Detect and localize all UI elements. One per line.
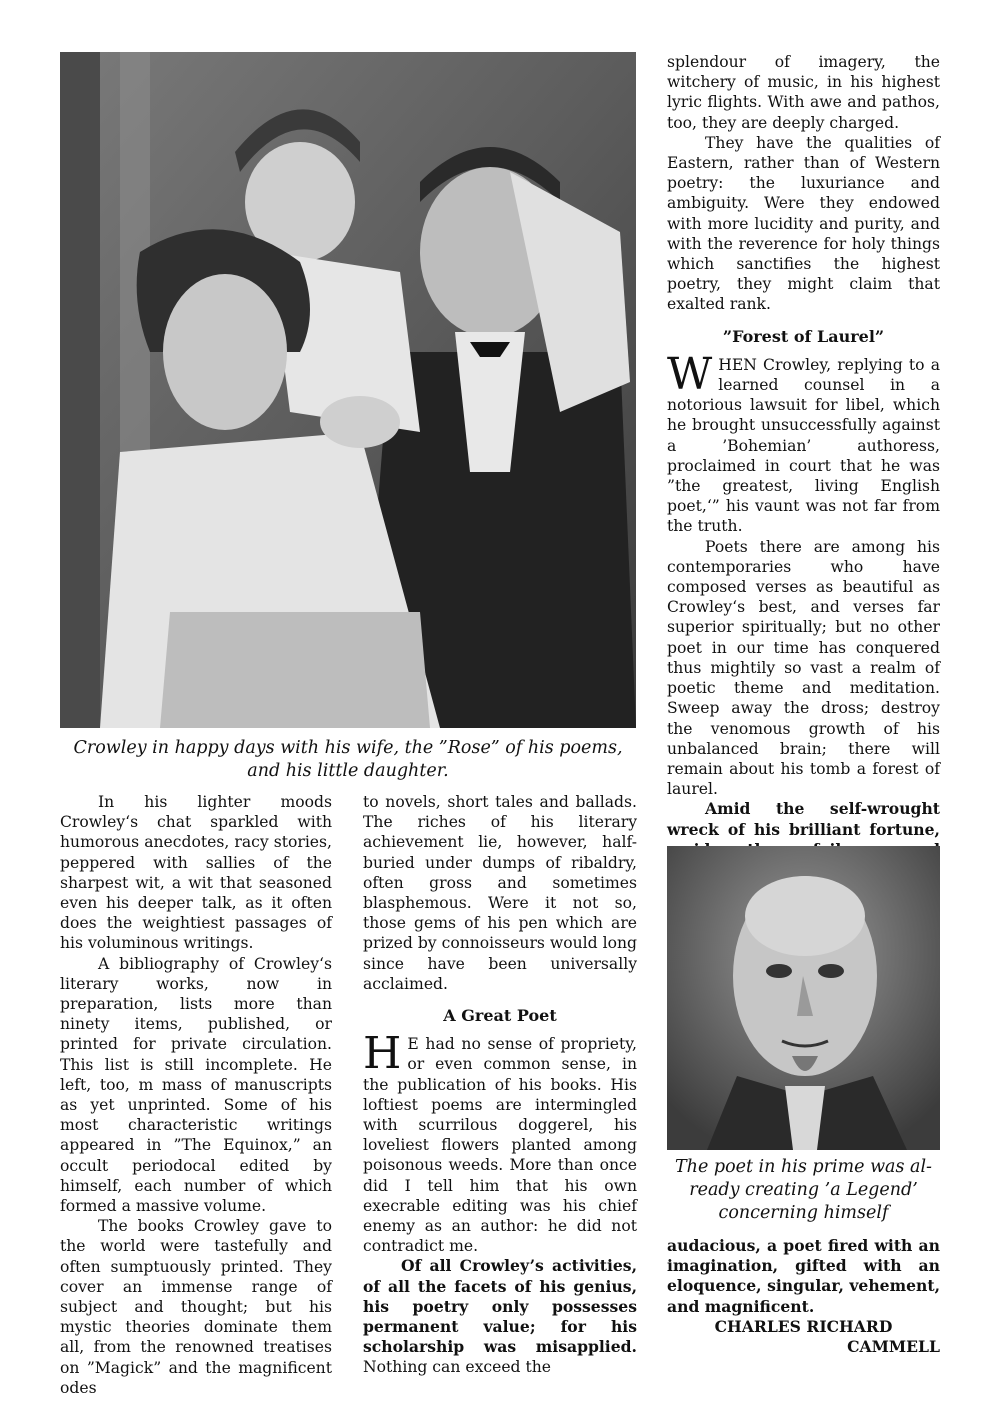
column-3-top (667, 52, 940, 921)
drop-cap-w: W (667, 348, 713, 400)
col1-paragraph-1: In his lighter moods Crowley‘s chat sparkled with humorous anecdotes, racy stories, peppered with sallies of the sharpest wit, a wit that seasoned even his deeper talk, as it often does the weightiest passages of his voluminous writings. (60, 793, 332, 953)
section-heading-great-poet: A Great Poet (443, 1006, 557, 1026)
photo-caption-line-1: Crowley in happy days with his wife, the ”Rose” of his poems, (73, 738, 623, 758)
column-2 (363, 792, 637, 1378)
portrait-caption (667, 1156, 940, 1225)
col2-bold-lead: Of all Crowley’s activities, of all the facets of his genius, his poetry only possesses permanent value; for his scholarship was misapplied. (363, 1256, 637, 1357)
portrait-photo (667, 846, 940, 1150)
author-name-line-2: CAMMELL (847, 1337, 940, 1357)
col3-paragraph-3 (667, 348, 940, 537)
portrait-caption-line-2: ready creating ’a Legend’ (689, 1180, 918, 1200)
col2-paragraph-2 (363, 1028, 637, 1256)
col3-paragraph-4: Poets there are among his contemporaries who have composed verses as beautiful as Crowley‘s best, and verses far superior spiritually; but no other poet in our time has conquered thus mightily so vast a realm of poetic theme and meditation. Sweep away the dross; destroy the venomous growth of his unbalanced brain; there will remain about his tomb a forest of laurel. (667, 537, 940, 799)
col2-paragraph-3-rest: Nothing can exceed the (363, 1358, 552, 1377)
portrait-caption-line-3: concerning himself (718, 1203, 889, 1223)
col2-paragraph-1: to novels, short tales and ballads. The riches of his literary achievement lie, however, half-buried under dumps of ribaldry, often gross and sometimes blasphemous. Were it not so, those gems of his pen which are prized by connoisseurs would long since have been universally acclaimed. (363, 793, 637, 993)
photo-caption-line-2: and his little daughter. (247, 761, 449, 781)
column-3-bottom (667, 1236, 940, 1357)
col2-paragraph-3 (363, 1256, 637, 1377)
col3-paragraph-6: audacious, a poet fired with an imagination, gifted with an eloquence, singular, vehement, and magnificent. (667, 1236, 940, 1316)
col1-paragraph-2: A bibliography of Crowley‘s literary works, now in preparation, lists more than ninety items, published, or printed for private circulation. This list is still incomplete. He left, too, m mass of manuscripts as yet unprinted. Some of his most characteristic writings appeared in ”The Equinox,” an occult periodocal edited by himself, each number of which formed a massive volume. (60, 954, 332, 1216)
column-1 (60, 792, 332, 1398)
col1-paragraph-3: The books Crowley gave to the world were tastefully and often sumptuously printed. They cover an immense range of subject and thought; but his mystic theories dominate them all, from the renowned treatises on ”Magick” and the magnificent odes (60, 1217, 332, 1397)
drop-cap-h: H (363, 1028, 402, 1080)
photo-caption (60, 737, 636, 783)
col2-paragraph-2-text: E had no sense of propriety, or even common sense, in the publication of his books. His loftiest poems are intermingled with scurrilous doggerel, his loveliest flowers planted among poisonous weeds. More than once did I tell him that his own execrable editing was his chief enemy as an author: he did not contradict me. (363, 1035, 637, 1256)
col3-paragraph-2: They have the qualities of Eastern, rather than of Western poetry: the luxuriance and ambiguity. Were they endowed with more lucidity and purity, and with the reverence for holy things which sanctifies the highest poetry, they might claim that exalted rank. (667, 133, 940, 314)
section-heading-forest-of-laurel: ”Forest of Laurel” (722, 326, 885, 346)
col3-paragraph-1: splendour of imagery, the witchery of music, in his highest lyric flights. With awe and pathos, too, they are deeply charged. (667, 53, 940, 132)
portrait-image (667, 846, 940, 1150)
family-photo-image (60, 52, 636, 728)
family-photo (60, 52, 636, 728)
col3-paragraph-5: Amid the self-wrought wreck of his brilliant fortune, (667, 799, 940, 839)
author-name-line-1: CHARLES RICHARD (714, 1316, 893, 1336)
portrait-caption-line-1: The poet in his prime was al- (675, 1157, 932, 1177)
col3-paragraph-3-text: HEN Crowley, replying to a learned counsel in a notorious lawsuit for libel, which he brought unsuccessfully against a ’Bohemian’ authoress, proclaimed in court that he was ”the greatest, living English poet,‘” his vaunt was not far from the truth. (667, 355, 940, 536)
